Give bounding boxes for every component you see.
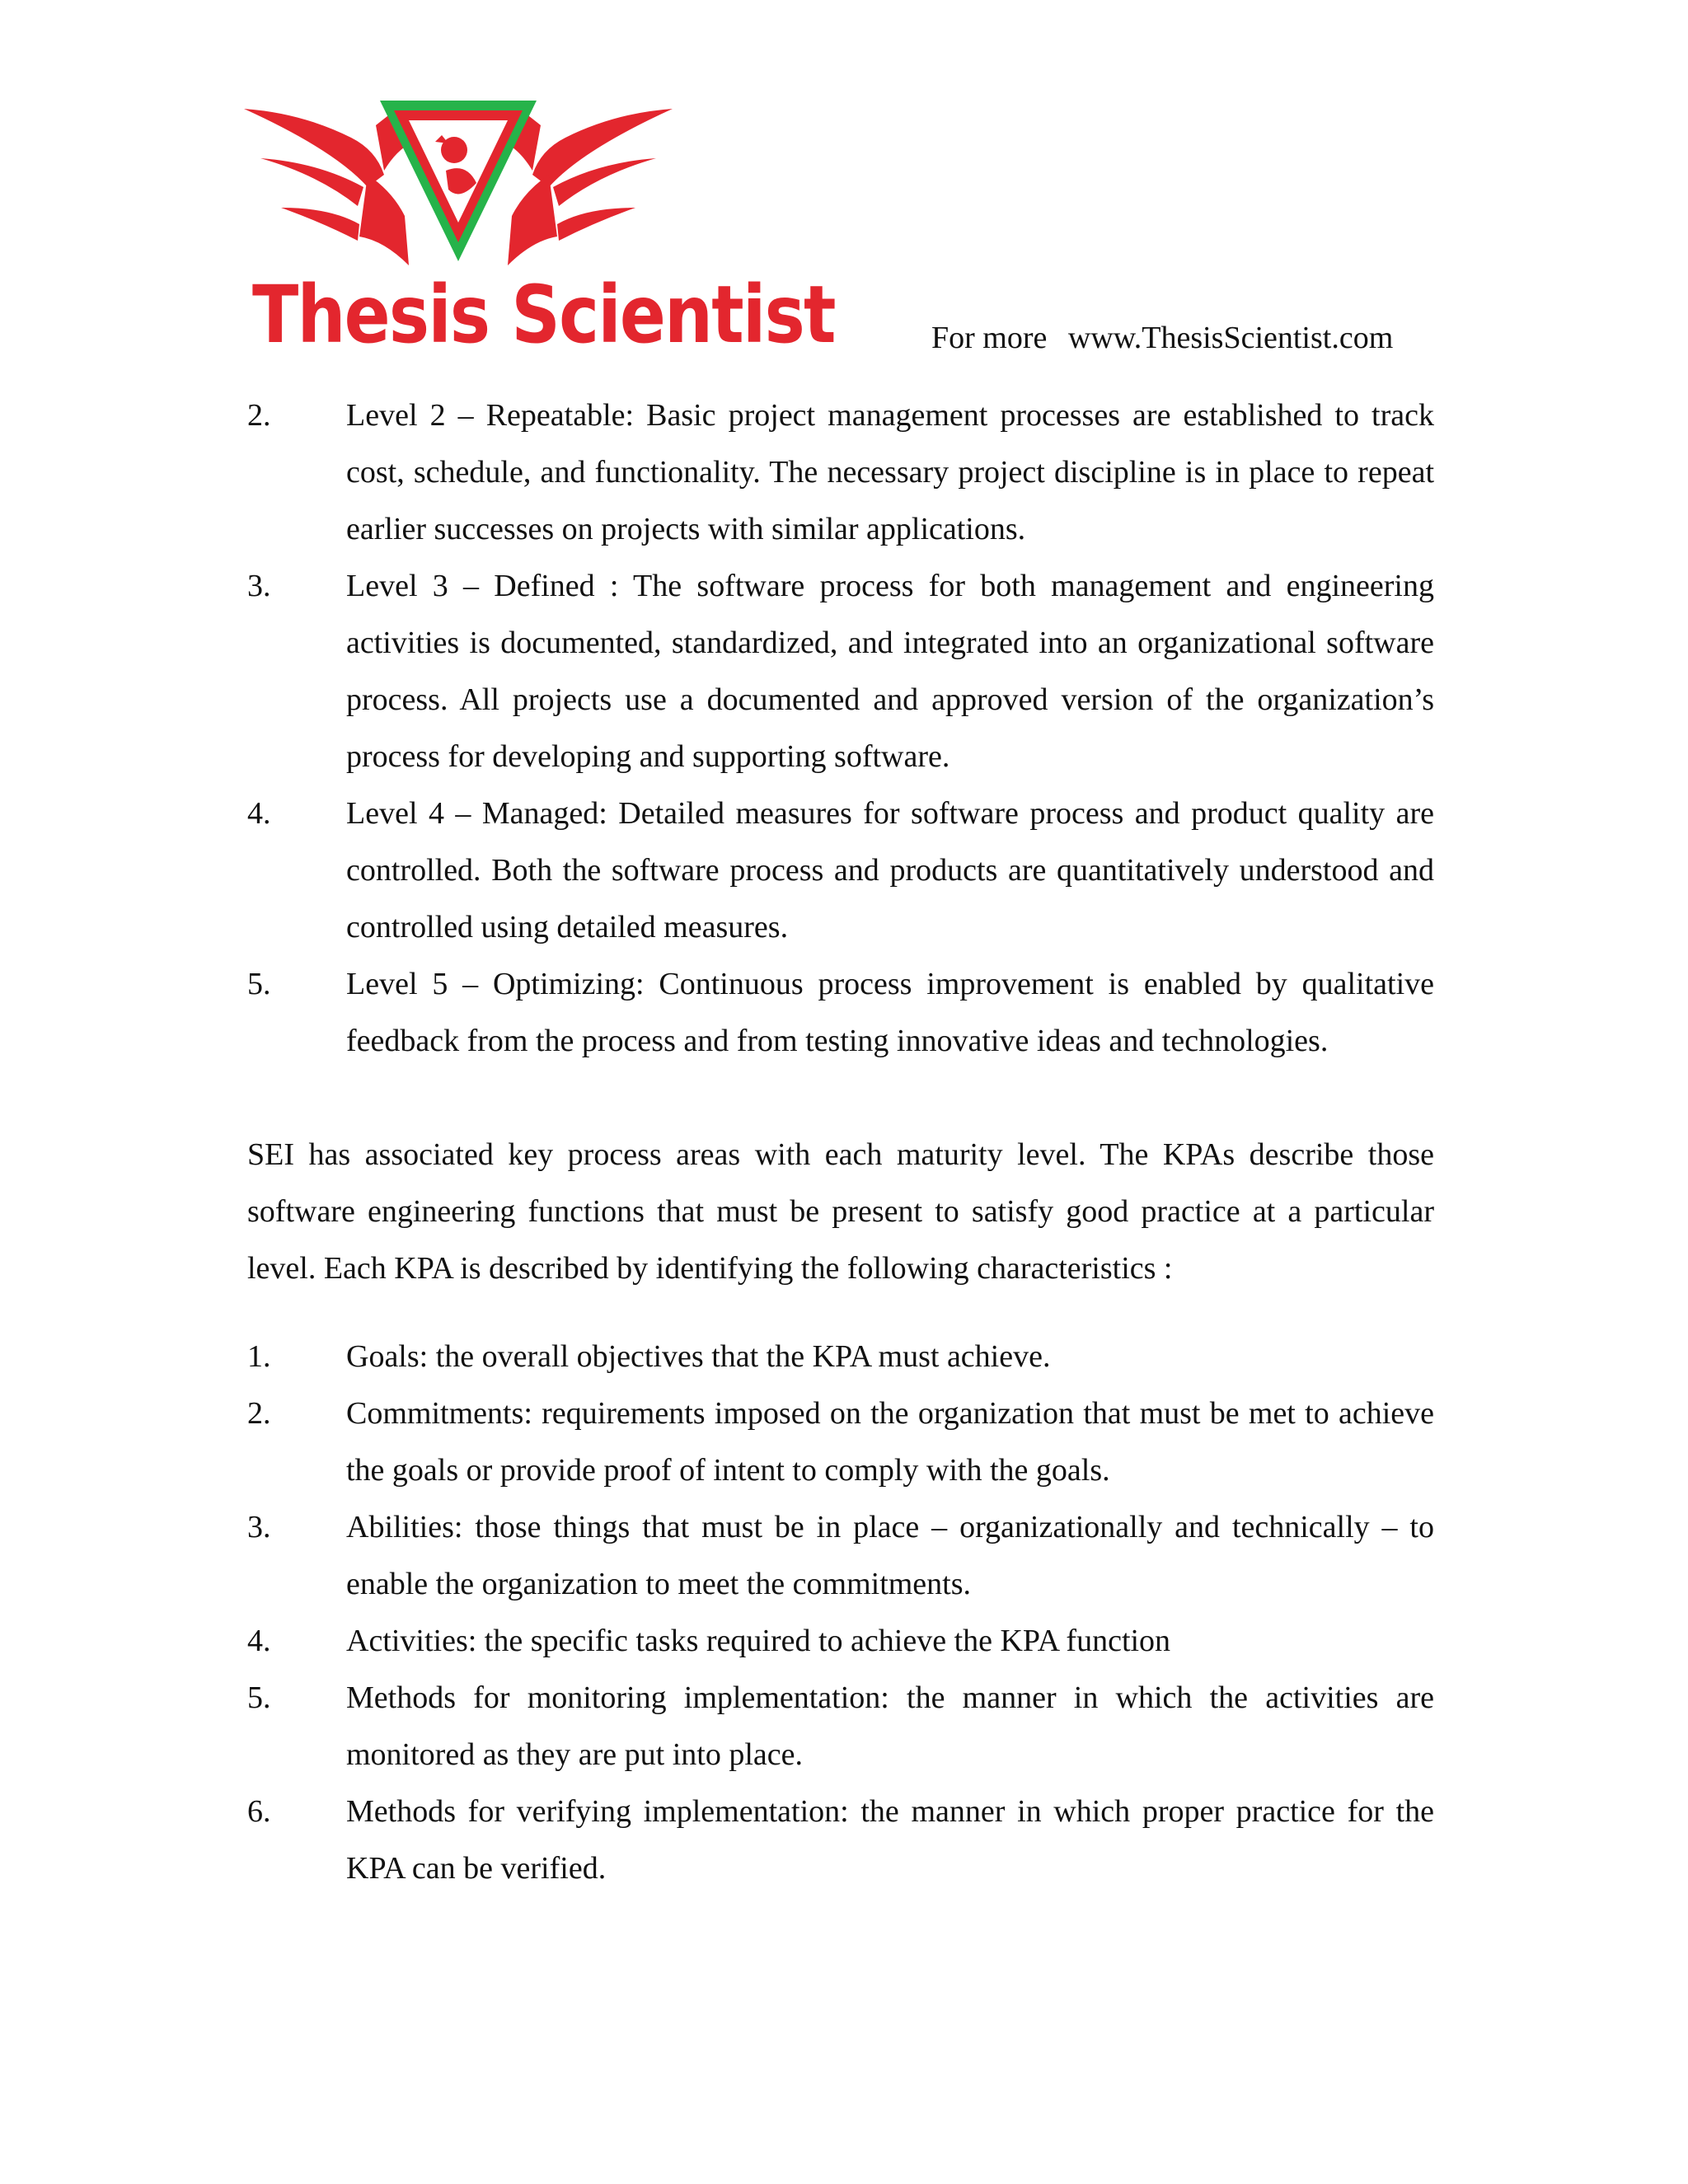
maturity-levels-list bbox=[247, 387, 1434, 1070]
list-item bbox=[247, 1499, 1434, 1613]
list-text: Level 5 – Optimizing: Continuous process improvement is enabled by qualitative feedback from the process and from testing innovative ideas and technologies. bbox=[346, 967, 1434, 1058]
for-more-label: For more bbox=[931, 321, 1048, 355]
list-item bbox=[247, 1670, 1434, 1783]
list-item bbox=[247, 785, 1434, 956]
list-text: Methods for verifying implementation: the manner in which proper practice for the KPA can be verified. bbox=[346, 1794, 1434, 1886]
list-number: 2. bbox=[247, 1396, 271, 1431]
list-item bbox=[247, 1329, 1434, 1385]
list-text: Level 3 – Defined : The software process for both management and engineering activities is documented, standardized, and integrated into an organizational software process. All projects use a documented and approved version of the organization’s process for developing and supporting software. bbox=[346, 569, 1434, 774]
list-number: 4. bbox=[247, 796, 271, 831]
list-number: 2. bbox=[247, 398, 271, 433]
list-item bbox=[247, 1783, 1434, 1897]
list-text: Goals: the overall objectives that the KPA must achieve. bbox=[346, 1339, 1051, 1374]
document-body bbox=[247, 387, 1434, 1897]
list-text: Activities: the specific tasks required to achieve the KPA function bbox=[346, 1624, 1171, 1658]
list-item bbox=[247, 1385, 1434, 1499]
list-text: Commitments: requirements imposed on the organization that must be met to achieve the goals or provide proof of intent to comply with the goals. bbox=[346, 1396, 1434, 1488]
website-link[interactable]: www.ThesisScientist.com bbox=[1067, 321, 1394, 355]
kpa-characteristics-list bbox=[247, 1329, 1434, 1897]
list-number: 5. bbox=[247, 967, 271, 1001]
list-item bbox=[247, 387, 1434, 558]
list-number: 3. bbox=[247, 569, 271, 603]
list-text: Abilities: those things that must be in place – organizationally and technically – to enable the organization to meet the commitments. bbox=[346, 1510, 1434, 1601]
list-number: 3. bbox=[247, 1510, 271, 1544]
winged-triangle-logo-icon bbox=[244, 92, 673, 298]
list-number: 4. bbox=[247, 1624, 271, 1658]
kpa-intro-paragraph: SEI has associated key process areas with each maturity level. The KPAs describe those software engineering functions that must be present to satisfy good practice at a particular level. Each KPA is described by identifying the following characteristics : bbox=[247, 1137, 1434, 1286]
logo-text: Thesis Scientist bbox=[252, 269, 835, 361]
thesis-scientist-logo bbox=[244, 92, 835, 364]
list-item bbox=[247, 1613, 1434, 1670]
list-text: Methods for monitoring implementation: the manner in which the activities are monitored as they are put into place. bbox=[346, 1680, 1434, 1772]
list-number: 5. bbox=[247, 1680, 271, 1715]
header-website bbox=[931, 313, 1393, 363]
list-text: Level 4 – Managed: Detailed measures for software process and product quality are controlled. Both the software process and products are quantitatively understood and controlled using detailed measures. bbox=[346, 796, 1434, 944]
list-number: 1. bbox=[247, 1339, 271, 1374]
list-item bbox=[247, 956, 1434, 1070]
list-text: Level 2 – Repeatable: Basic project management processes are established to track cost, schedule, and functionality. The necessary project discipline is in place to repeat earlier successes on projects with similar applications. bbox=[346, 398, 1434, 546]
list-item bbox=[247, 558, 1434, 785]
list-number: 6. bbox=[247, 1794, 271, 1829]
